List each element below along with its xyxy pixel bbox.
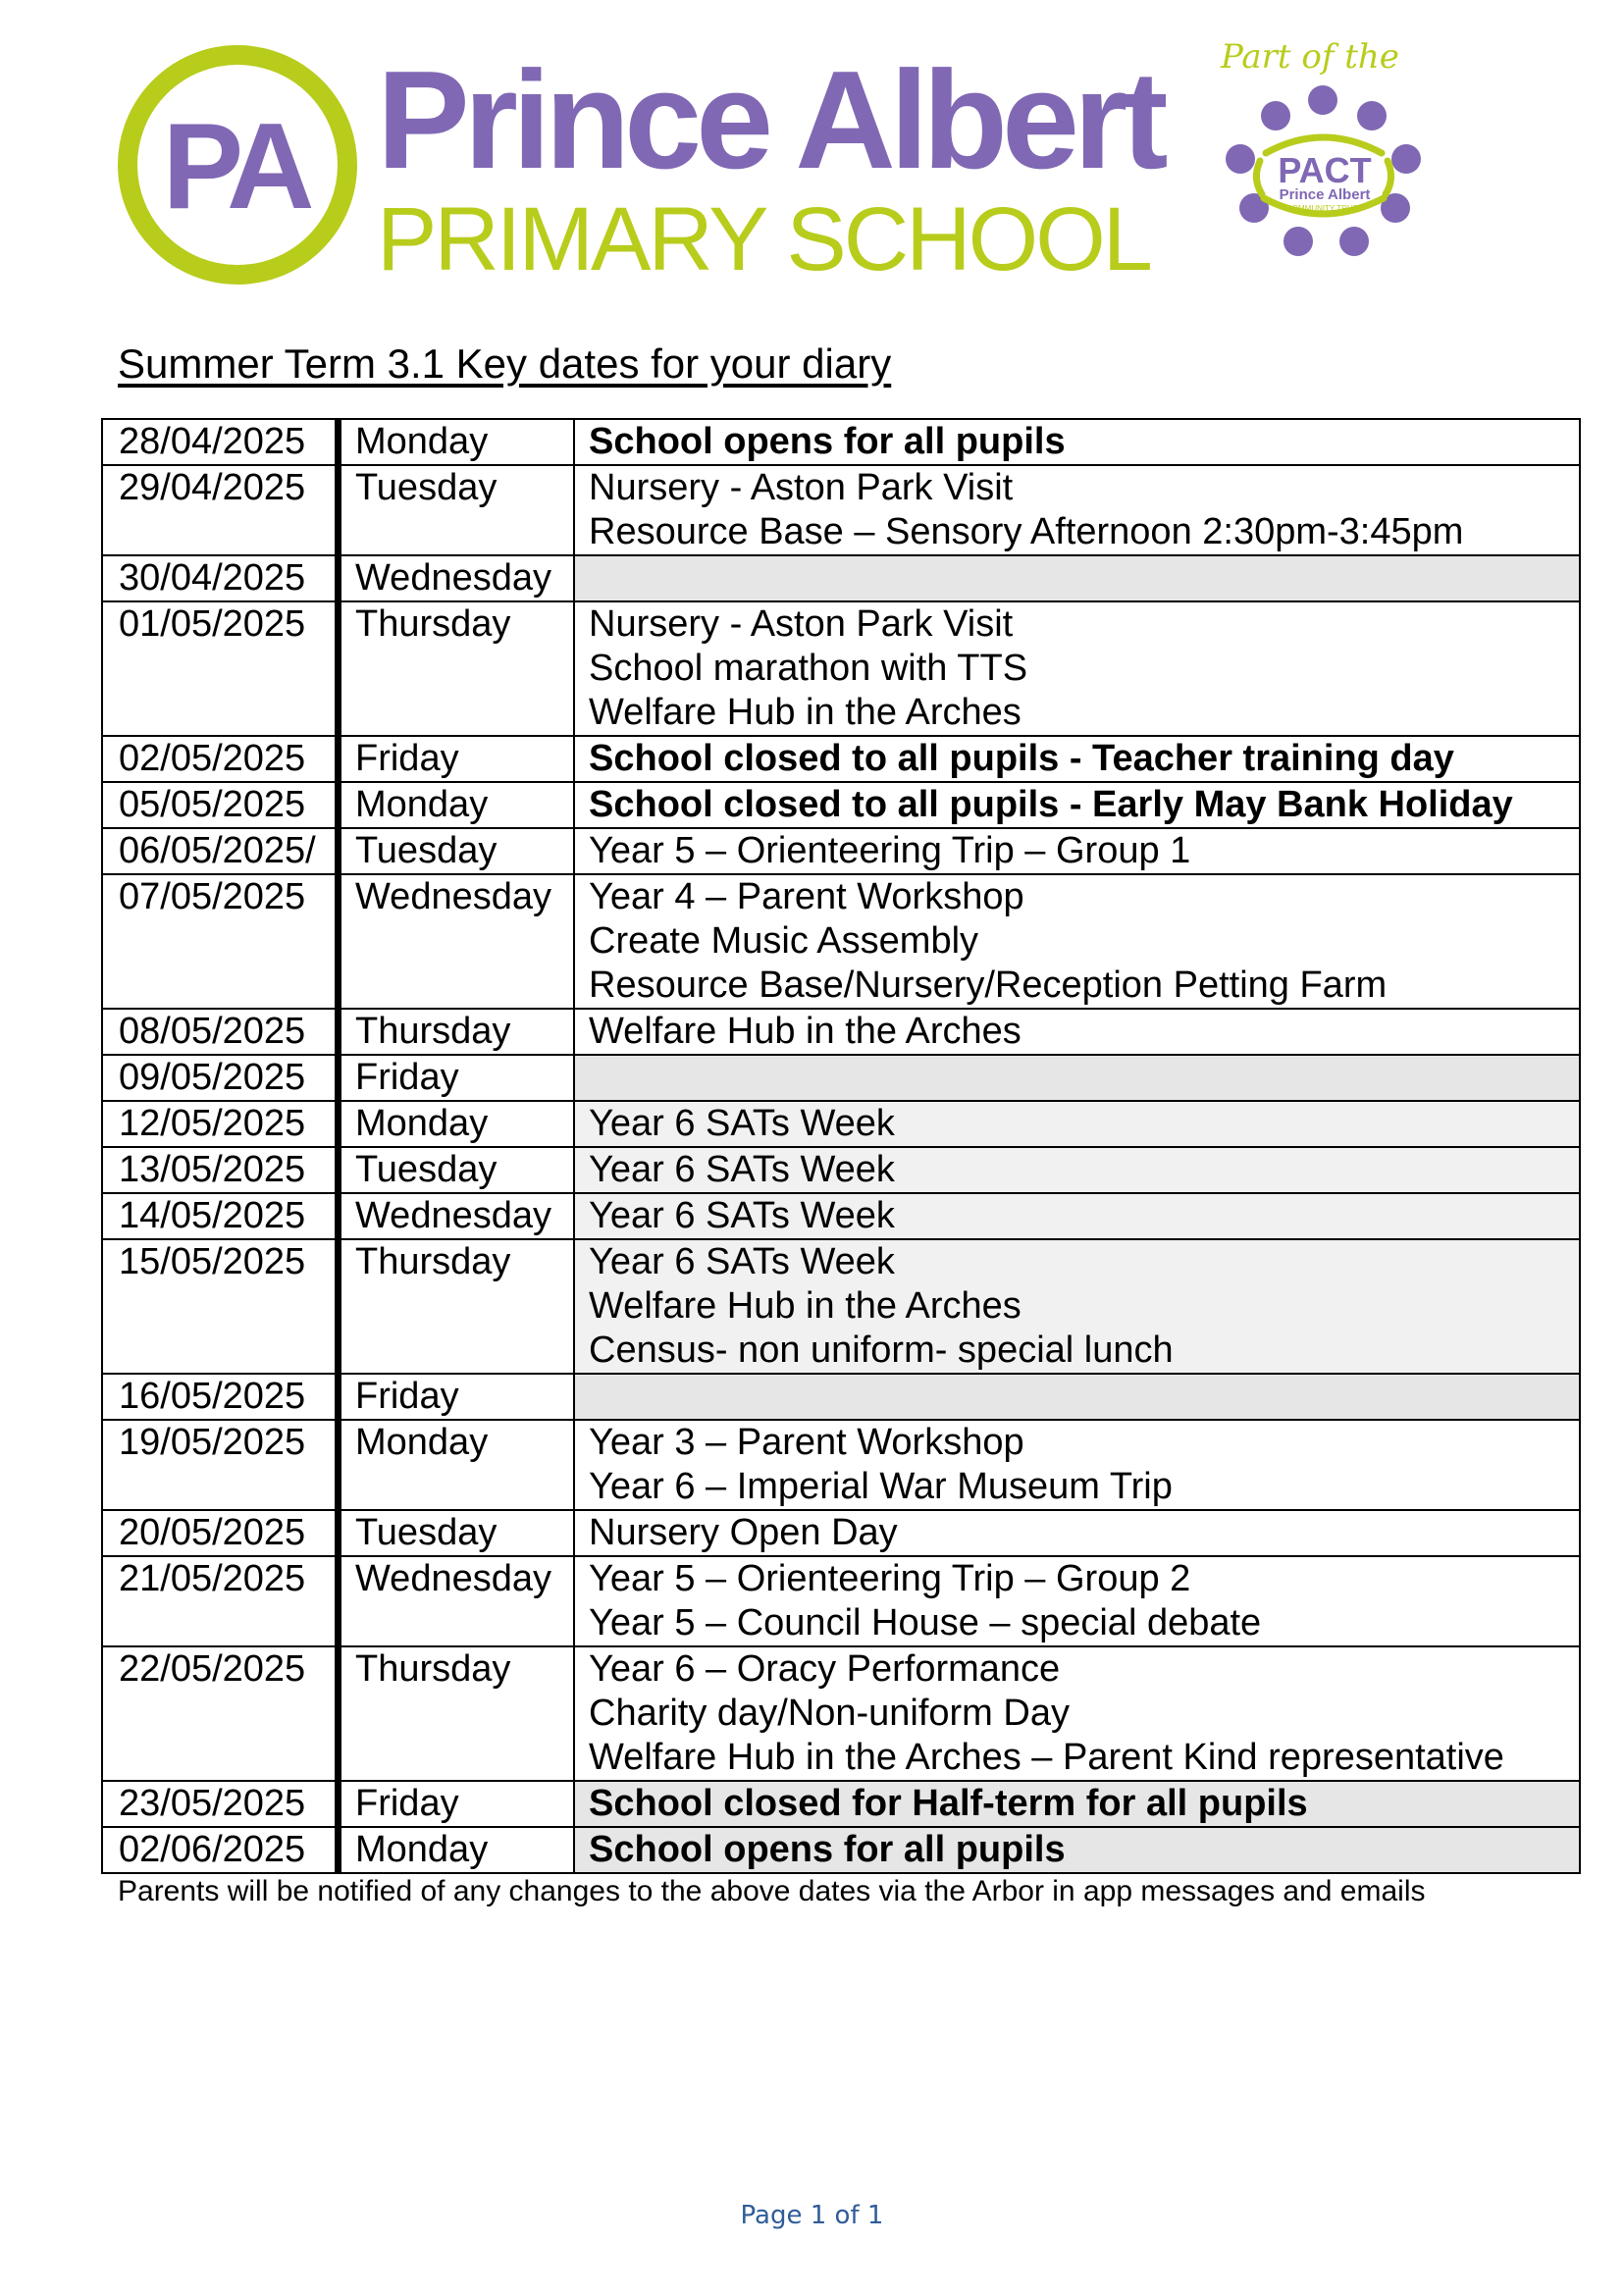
event-cell (574, 1055, 1580, 1101)
pact-emblem (1205, 82, 1441, 288)
date-cell: 28/04/2025 (102, 419, 339, 465)
day-cell: Monday (339, 782, 575, 828)
day-cell: Thursday (339, 601, 575, 736)
changes-note: Parents will be notified of any changes to the above dates via the Arbor in app messages and emails (118, 1875, 1426, 1907)
table-row (102, 1781, 1580, 1827)
event-cell (574, 1556, 1580, 1646)
date-cell: 01/05/2025 (102, 601, 339, 736)
event-cell (574, 419, 1580, 465)
pact-tagline: Part of the (1221, 37, 1399, 77)
date-cell: 09/05/2025 (102, 1055, 339, 1101)
table-row (102, 419, 1580, 465)
date-cell: 20/05/2025 (102, 1510, 339, 1556)
table-row (102, 1009, 1580, 1055)
day-cell: Wednesday (339, 555, 575, 601)
event-item: Nursery Open Day (589, 1512, 898, 1553)
day-cell: Friday (339, 736, 575, 782)
date-cell: 05/05/2025 (102, 782, 339, 828)
school-name-line1: Prince Albert (377, 42, 1163, 198)
day-cell: Friday (339, 1781, 575, 1827)
event-item: Year 3 – Parent Workshop (589, 1422, 1024, 1463)
event-item: Create Music Assembly (589, 920, 979, 962)
date-cell: 06/05/2025/ (102, 828, 339, 874)
page-footer: Page 1 of 1 (740, 2201, 884, 2230)
event-item: Welfare Hub in the Arches (589, 1011, 1022, 1052)
event-item: Year 6 SATs Week (589, 1149, 895, 1190)
event-cell (574, 1646, 1580, 1781)
day-cell: Monday (339, 1420, 575, 1510)
event-cell (574, 736, 1580, 782)
day-cell: Tuesday (339, 465, 575, 555)
event-item: Year 5 – Orienteering Trip – Group 2 (589, 1558, 1191, 1599)
event-item: Year 6 SATs Week (589, 1195, 895, 1236)
event-item: Year 6 – Oracy Performance (589, 1648, 1061, 1690)
table-row (102, 1193, 1580, 1239)
day-cell: Friday (339, 1374, 575, 1420)
table-row (102, 782, 1580, 828)
day-cell: Monday (339, 1827, 575, 1873)
day-cell: Wednesday (339, 1193, 575, 1239)
day-cell: Thursday (339, 1646, 575, 1781)
date-cell: 13/05/2025 (102, 1147, 339, 1193)
date-cell: 08/05/2025 (102, 1009, 339, 1055)
school-name-line2: PRIMARY SCHOOL (377, 189, 1150, 289)
date-cell: 30/04/2025 (102, 555, 339, 601)
event-cell (574, 1374, 1580, 1420)
date-cell: 23/05/2025 (102, 1781, 339, 1827)
day-cell: Tuesday (339, 1147, 575, 1193)
day-cell: Wednesday (339, 1556, 575, 1646)
table-row (102, 1101, 1580, 1147)
date-cell: 07/05/2025 (102, 874, 339, 1009)
event-item: Year 6 SATs Week (589, 1241, 895, 1282)
event-item: School opens for all pupils (589, 1829, 1066, 1870)
event-item: Welfare Hub in the Arches (589, 692, 1022, 733)
pact-small-text: COMMUNITY TRUST (1286, 204, 1363, 213)
table-row (102, 1147, 1580, 1193)
event-item: Nursery - Aston Park Visit (589, 603, 1014, 645)
event-cell (574, 465, 1580, 555)
event-cell (574, 555, 1580, 601)
event-cell (574, 1101, 1580, 1147)
event-cell (574, 1193, 1580, 1239)
date-cell: 22/05/2025 (102, 1646, 339, 1781)
date-cell: 02/06/2025 (102, 1827, 339, 1873)
day-cell: Thursday (339, 1009, 575, 1055)
event-cell (574, 828, 1580, 874)
day-cell: Tuesday (339, 1510, 575, 1556)
day-cell: Friday (339, 1055, 575, 1101)
day-cell: Monday (339, 419, 575, 465)
date-cell: 12/05/2025 (102, 1101, 339, 1147)
event-item: School opens for all pupils (589, 421, 1066, 462)
event-item: Welfare Hub in the Arches – Parent Kind representative (589, 1737, 1504, 1778)
pact-logo (1205, 37, 1441, 283)
event-item: Year 6 – Imperial War Museum Trip (589, 1466, 1173, 1507)
event-item: Year 5 – Council House – special debate (589, 1602, 1262, 1643)
event-item: Resource Base – Sensory Afternoon 2:30pm-3:45pm (589, 511, 1464, 552)
event-item: Year 4 – Parent Workshop (589, 876, 1024, 917)
table-row (102, 1510, 1580, 1556)
event-item: Census- non uniform- special lunch (589, 1330, 1174, 1371)
pa-logo-initials: PA (162, 99, 307, 235)
date-cell: 02/05/2025 (102, 736, 339, 782)
table-row (102, 1055, 1580, 1101)
table-row (102, 1827, 1580, 1873)
event-cell (574, 1239, 1580, 1374)
event-item: School marathon with TTS (589, 648, 1028, 689)
event-cell (574, 601, 1580, 736)
date-cell: 19/05/2025 (102, 1420, 339, 1510)
school-name (377, 42, 1181, 289)
date-cell: 21/05/2025 (102, 1556, 339, 1646)
event-cell (574, 1009, 1580, 1055)
day-cell: Thursday (339, 1239, 575, 1374)
key-dates-table (101, 418, 1581, 1874)
table-row (102, 874, 1580, 1009)
table-row (102, 736, 1580, 782)
table-row (102, 1646, 1580, 1781)
event-cell (574, 1510, 1580, 1556)
event-cell (574, 1827, 1580, 1873)
page-title: Summer Term 3.1 Key dates for your diary (118, 340, 892, 387)
table-row (102, 828, 1580, 874)
event-item: Year 6 SATs Week (589, 1103, 895, 1144)
event-cell (574, 782, 1580, 828)
table-row (102, 1374, 1580, 1420)
pa-logo (116, 43, 359, 287)
key-dates-body (102, 419, 1580, 1873)
table-row (102, 1420, 1580, 1510)
table-row (102, 601, 1580, 736)
event-cell (574, 1781, 1580, 1827)
event-cell (574, 1420, 1580, 1510)
date-cell: 29/04/2025 (102, 465, 339, 555)
event-item: Welfare Hub in the Arches (589, 1285, 1022, 1327)
table-row (102, 1239, 1580, 1374)
day-cell: Monday (339, 1101, 575, 1147)
event-item: Year 5 – Orienteering Trip – Group 1 (589, 830, 1191, 871)
table-row (102, 555, 1580, 601)
day-cell: Wednesday (339, 874, 575, 1009)
event-item: Resource Base/Nursery/Reception Petting Farm (589, 965, 1388, 1006)
table-row (102, 1556, 1580, 1646)
table-row (102, 465, 1580, 555)
pact-acronym: PACT (1278, 150, 1372, 190)
event-item: School closed to all pupils - Early May Bank Holiday (589, 784, 1513, 825)
event-item: School closed to all pupils - Teacher training day (589, 738, 1454, 779)
event-cell (574, 1147, 1580, 1193)
event-item: School closed for Half-term for all pupils (589, 1783, 1308, 1824)
date-cell: 16/05/2025 (102, 1374, 339, 1420)
date-cell: 15/05/2025 (102, 1239, 339, 1374)
event-item: Charity day/Non-uniform Day (589, 1693, 1070, 1734)
pact-subtitle: Prince Albert (1279, 186, 1371, 203)
event-cell (574, 874, 1580, 1009)
day-cell: Tuesday (339, 828, 575, 874)
date-cell: 14/05/2025 (102, 1193, 339, 1239)
event-item: Nursery - Aston Park Visit (589, 467, 1014, 508)
